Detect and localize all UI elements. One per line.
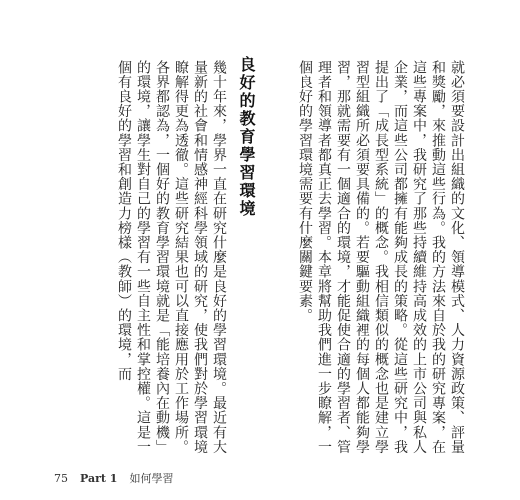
part-title: 如何學習 (129, 472, 174, 485)
page-number: 75 (54, 472, 68, 485)
section-heading: 良好的教育學習環境 (237, 56, 256, 218)
page-footer (54, 470, 173, 486)
part-label: Part 1 (80, 472, 118, 485)
body-text-section: 幾十年來，學界一直在研究什麼是良好的學習環境。最近有大量新的社會和情感神經科學領域的研究，使我們對於學習環境瞭解得更為透徹。這些研究結果也可以直接應用於工作場所。各界都認為，一個好的教育學習環境就是「能培養內在動機」的環境，讓學生對自己的學習有一些自主性和掌控權。這是一個有良好的學習和創造力榜樣（教師）的環境，而 (116, 60, 227, 455)
body-text-intro: 就必須要設計出組織的文化、領導模式、人力資源政策、評量和獎勵，來推動這些行為。我的方法來自於我的研究專案，在這些專案中，我研究了那些持續維持高成效的上市公司與私人企業，而這些公司都擁有能夠成長的策略。從這些研究中，我提出了「成長型系統」的概念。我相信類似的概念也是建立學習型組織所必須要具備的。若要驅動組織裡的每個人都能夠學習，那就需要有一個適合的環境，才能促使合適的學習者、管理者和領導者都真正去學習。本章將幫助我們進一步瞭解，一個良好的學習環境需要有什麼關鍵要素。 (297, 60, 465, 455)
